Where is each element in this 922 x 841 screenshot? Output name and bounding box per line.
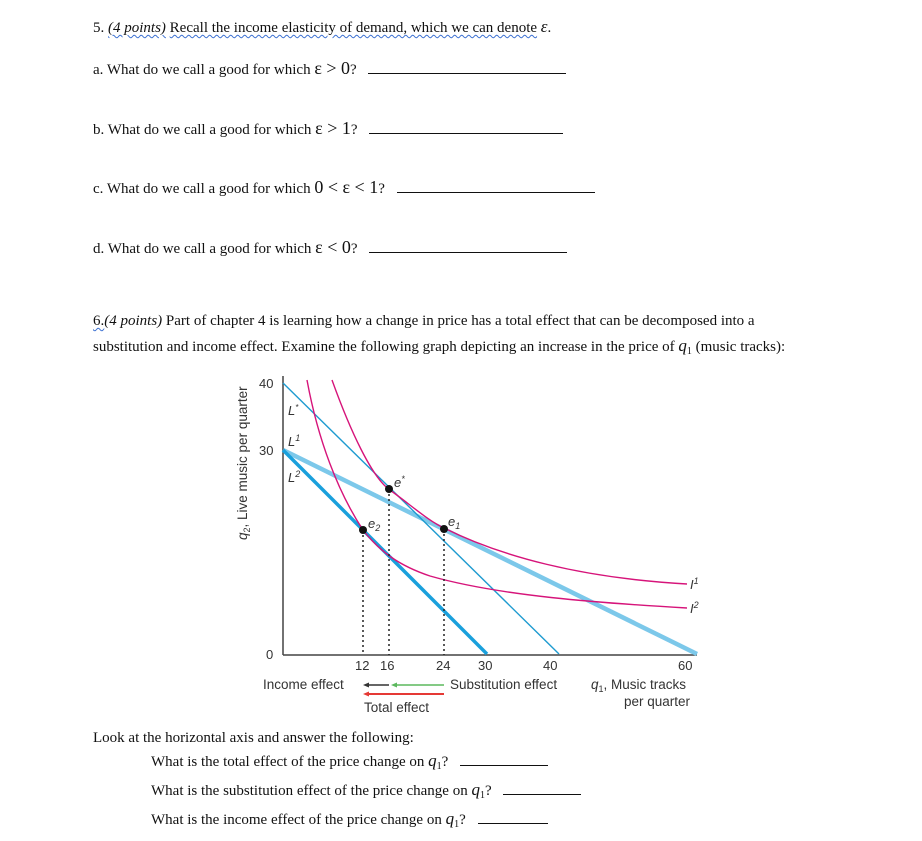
epsilon-symbol: ε bbox=[540, 17, 548, 36]
q6-line1: 6.(4 points) Part of chapter 4 is learning how a change in price has a total effect that can be decomposed into a bbox=[93, 313, 755, 329]
q5-intro: Recall the income elasticity of demand, which we can denote bbox=[169, 20, 538, 36]
x-tick-16: 16 bbox=[380, 658, 395, 673]
y-axis-label: $q_2$, Live music per quarter bbox=[235, 386, 252, 540]
q6-followup-total: What is the total effect of the price change on $q_1$? bbox=[151, 751, 548, 772]
q6-followup-substitution: What is the substitution effect of the price change on $q_1$? bbox=[151, 780, 581, 801]
x-tick-40: 40 bbox=[543, 658, 558, 673]
point-estar bbox=[385, 485, 393, 493]
q5a: a. What do we call a good for which ε > 0? bbox=[93, 58, 566, 79]
y-tick-30: 30 bbox=[259, 443, 274, 458]
total-effect-label: Total effect bbox=[364, 700, 430, 715]
q6-followup-income: What is the income effect of the price change on $q_1$? bbox=[151, 809, 548, 830]
x-tick-24: 24 bbox=[436, 658, 451, 673]
q5c-condition: 0 < ε < 1 bbox=[314, 177, 379, 197]
label-e2: $e_2$ bbox=[368, 516, 381, 533]
x-axis-label-1: $q_1$, Music tracks bbox=[591, 677, 687, 694]
label-L2: $L^2$ bbox=[288, 469, 301, 485]
q6-followup-intro: Look at the horizontal axis and answer the following: bbox=[93, 730, 414, 746]
y-tick-40: 40 bbox=[259, 376, 274, 391]
label-I1: $I^1$ bbox=[690, 576, 699, 592]
income-effect-label: Income effect bbox=[263, 677, 344, 692]
q5-points: (4 points) bbox=[108, 20, 166, 36]
label-estar: e* bbox=[394, 474, 405, 490]
substitution-effect-label: Substitution effect bbox=[450, 677, 558, 692]
q5d: d. What do we call a good for which ε < 0? bbox=[93, 237, 567, 258]
substitution-effect-arrowhead bbox=[391, 683, 397, 688]
q5-header: 5. (4 points) Recall the income elasticity of demand, which we can denote ε. bbox=[93, 17, 552, 36]
q5b: b. What do we call a good for which ε > 1? bbox=[93, 118, 563, 139]
point-e2 bbox=[359, 526, 367, 534]
budget-line-Lstar bbox=[283, 383, 559, 654]
point-e1 bbox=[440, 525, 448, 533]
substitution-effect-answer-blank[interactable] bbox=[503, 782, 581, 795]
x-tick-60: 60 bbox=[678, 658, 693, 673]
q5a-condition: ε > 0 bbox=[314, 58, 351, 78]
total-effect-answer-blank[interactable] bbox=[460, 753, 548, 766]
total-effect-arrowhead bbox=[363, 692, 369, 697]
label-e1: $e_1$ bbox=[448, 514, 461, 531]
label-Lstar: L* bbox=[288, 403, 299, 418]
q5c: c. What do we call a good for which 0 < ε < 1? bbox=[93, 177, 595, 198]
q6-line2: substitution and income effect. Examine the following graph depicting an increase in the price of $q_1$ (music tracks): bbox=[93, 336, 786, 357]
income-effect-arrowhead bbox=[363, 683, 369, 688]
label-L1: $L^1$ bbox=[288, 433, 301, 449]
q5d-condition: ε < 0 bbox=[315, 237, 351, 257]
x-tick-30: 30 bbox=[478, 658, 493, 673]
x-axis-label-2: per quarter bbox=[624, 694, 691, 709]
q5b-condition: ε > 1 bbox=[315, 118, 351, 138]
q6-points: (4 points) bbox=[104, 313, 163, 329]
label-I2: $I^2$ bbox=[690, 600, 699, 616]
budget-line-L1 bbox=[283, 450, 697, 654]
income-effect-answer-blank[interactable] bbox=[478, 811, 548, 824]
x-tick-12: 12 bbox=[355, 658, 370, 673]
y-tick-0: 0 bbox=[266, 647, 274, 662]
indifference-curve-I2 bbox=[307, 380, 687, 608]
